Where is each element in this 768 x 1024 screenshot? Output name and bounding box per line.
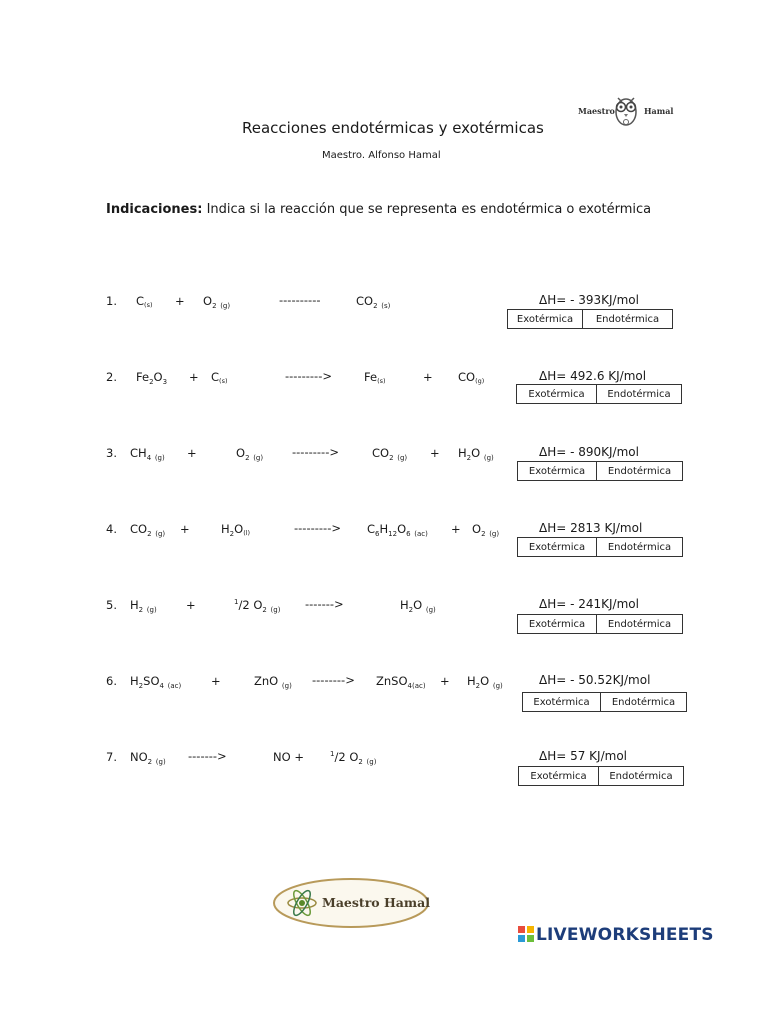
reaction-1-endotermica-button[interactable]: Endotérmica xyxy=(582,309,673,329)
reaction-6-product-1: ZnSO$_{4(ac)}$ xyxy=(376,674,426,690)
reaction-7-endotermica-button[interactable]: Endotérmica xyxy=(598,766,684,786)
reaction-1-reactant-1: C(s) xyxy=(136,294,153,309)
footer-logo xyxy=(272,877,430,929)
reaction-4-plus: + xyxy=(180,522,190,536)
reaction-1-reactant-2: $O_2$ $_{(g)}$ xyxy=(203,294,231,310)
reaction-2-number: 2. xyxy=(106,370,117,384)
reaction-7-number: 7. xyxy=(106,750,117,764)
header-logo xyxy=(578,94,674,128)
reaction-7-enthalpy: ΔH= 57 KJ/mol xyxy=(539,749,628,763)
reaction-2-enthalpy: ΔH= 492.6 KJ/mol xyxy=(539,369,647,383)
reaction-5-product: $H_2O$ $_{(g)}$ xyxy=(400,598,436,614)
reaction-4-product-1: $C_6H_{12}O_6$ $_{(ac)}$ xyxy=(367,522,428,538)
reaction-1-number: 1. xyxy=(106,294,117,308)
reaction-6-exotermica-button[interactable]: Exotérmica xyxy=(522,692,601,712)
reaction-2-plus: + xyxy=(189,370,199,384)
reaction-3-number: 3. xyxy=(106,446,117,460)
instructions-label: Indicaciones: xyxy=(106,202,203,217)
reaction-5-reactant-2: $^1$/2 $O_2$ $_{(g)}$ xyxy=(234,598,281,614)
reaction-4-enthalpy: ΔH= 2813 KJ/mol xyxy=(539,521,643,535)
reaction-6-product-2: $H_2O$ $_{(g)}$ xyxy=(467,674,503,690)
reaction-3-product-1: $CO_2$ $_{(g)}$ xyxy=(372,446,408,462)
reaction-2-exotermica-button[interactable]: Exotérmica xyxy=(516,384,597,404)
reaction-4-exotermica-button[interactable]: Exotérmica xyxy=(517,537,597,557)
reaction-7-arrow: -------> xyxy=(188,749,227,763)
reaction-2-plus-2: + xyxy=(423,370,433,384)
page-title: Reacciones endotérmicas y exotérmicas xyxy=(242,119,544,137)
reaction-7-reactant: $NO_2$ $_{(g)}$ xyxy=(130,750,166,766)
footer-logo-text: Maestro Hamal xyxy=(322,895,430,910)
reaction-7-product-1: NO + xyxy=(273,750,304,764)
page-author: Maestro. Alfonso Hamal xyxy=(322,150,441,161)
reaction-4-reactant-2: $H_2O(l)$ xyxy=(221,522,251,538)
reaction-5-number: 5. xyxy=(106,598,117,612)
liveworksheets-text: LIVEWORKSHEETS xyxy=(536,925,714,945)
reaction-3-reactant-1: $CH_4$ $_{(g)}$ xyxy=(130,446,165,462)
reaction-4-reactant-1: $CO_2$ $_{(g)}$ xyxy=(130,522,166,538)
reaction-3-exotermica-button[interactable]: Exotérmica xyxy=(517,461,597,481)
reaction-3-product-2: $H_2O$ $_{(g)}$ xyxy=(458,446,494,462)
reaction-3-endotermica-button[interactable]: Endotérmica xyxy=(596,461,683,481)
reaction-2-reactant-1: $Fe_2O_3$ xyxy=(136,370,168,386)
reaction-5-arrow: -------> xyxy=(305,597,344,611)
reaction-6-reactant-1: $H_2SO_4$ $_{(ac)}$ xyxy=(130,674,182,690)
reaction-5-endotermica-button[interactable]: Endotérmica xyxy=(596,614,683,634)
reaction-1-enthalpy: ΔH= - 393KJ/mol xyxy=(539,293,639,307)
reaction-6-number: 6. xyxy=(106,674,117,688)
reaction-6-arrow: --------> xyxy=(312,673,355,687)
liveworksheets-icon xyxy=(518,926,534,942)
reaction-4-product-2: $O_2$ $_{(g)}$ xyxy=(472,522,500,538)
reaction-2-endotermica-button[interactable]: Endotérmica xyxy=(596,384,682,404)
reaction-6-plus-2: + xyxy=(440,674,450,688)
reaction-2-product-2: CO(g) xyxy=(458,370,485,385)
reaction-3-plus-2: + xyxy=(430,446,440,460)
reaction-6-endotermica-button[interactable]: Endotérmica xyxy=(600,692,687,712)
reaction-4-arrow: ---------> xyxy=(294,521,341,535)
reaction-3-arrow: ---------> xyxy=(292,445,339,459)
reaction-7-exotermica-button[interactable]: Exotérmica xyxy=(518,766,599,786)
atom-icon xyxy=(286,887,318,919)
reaction-4-endotermica-button[interactable]: Endotérmica xyxy=(596,537,683,557)
reaction-4-number: 4. xyxy=(106,522,117,536)
reaction-5-enthalpy: ΔH= - 241KJ/mol xyxy=(539,597,639,611)
reaction-2-arrow: ---------> xyxy=(285,369,332,383)
reaction-2-reactant-2: C(s) xyxy=(211,370,228,385)
owl-icon xyxy=(612,94,640,128)
instructions-text: Indica si la reacción que se representa es endotérmica o exotérmica xyxy=(206,202,652,217)
reaction-2-product-1: Fe(s) xyxy=(364,370,386,385)
reaction-5-reactant-1: $H_2$ $_{(g)}$ xyxy=(130,598,157,614)
header-logo-left-text: Maestro xyxy=(578,106,615,116)
reaction-3-enthalpy: ΔH= - 890KJ/mol xyxy=(539,445,639,459)
reaction-1-plus: + xyxy=(175,294,185,308)
reaction-5-plus: + xyxy=(186,598,196,612)
reaction-1-arrow: ---------- xyxy=(279,293,321,307)
header-logo-right-text: Hamal xyxy=(644,106,674,116)
reaction-1-product: $CO_2$ $_{(s)}$ xyxy=(356,294,391,310)
reaction-5-exotermica-button[interactable]: Exotérmica xyxy=(517,614,597,634)
reaction-1-exotermica-button[interactable]: Exotérmica xyxy=(507,309,583,329)
reaction-7-product-2: $^1$/2 $O_2$ $_{(g)}$ xyxy=(330,750,377,766)
reaction-6-enthalpy: ΔH= - 50.52KJ/mol xyxy=(539,673,651,687)
reaction-6-reactant-2: ZnO $_{(g)}$ xyxy=(254,674,292,690)
liveworksheets-brand[interactable] xyxy=(518,925,714,945)
reaction-3-plus: + xyxy=(187,446,197,460)
instructions xyxy=(106,202,651,217)
reaction-4-plus-2: + xyxy=(451,522,461,536)
reaction-3-reactant-2: $O_2$ $_{(g)}$ xyxy=(236,446,264,462)
reaction-6-plus: + xyxy=(211,674,221,688)
